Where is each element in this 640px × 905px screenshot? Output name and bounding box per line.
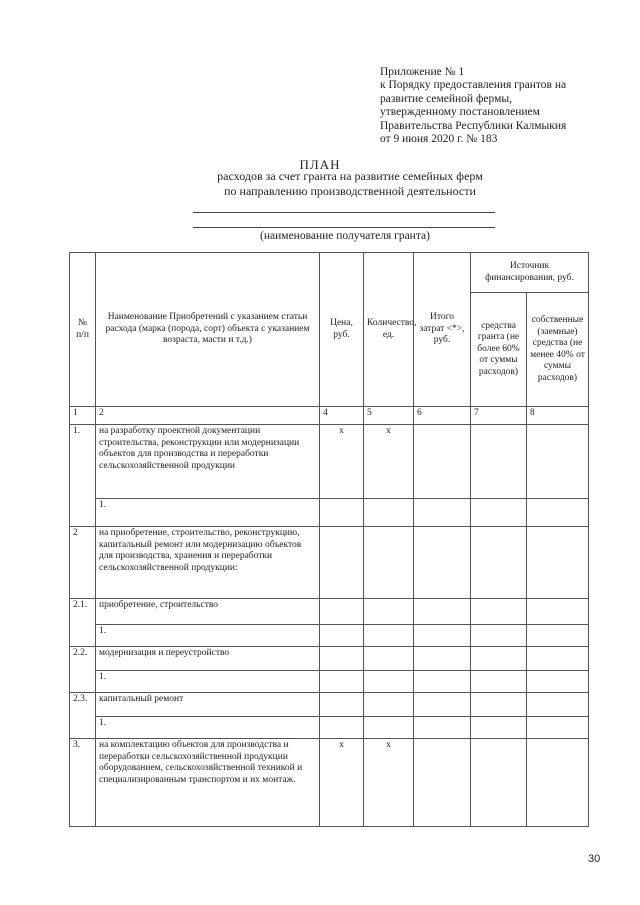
empty-cell — [527, 739, 589, 827]
empty-cell — [320, 671, 364, 693]
row-price: х — [320, 425, 364, 499]
document-title: ПЛАН — [299, 157, 341, 172]
appendix-line: Приложение № 1 — [380, 66, 465, 78]
empty-cell — [471, 625, 527, 647]
header-sources: Источник финансирования, руб. — [471, 253, 589, 293]
page-number: 30 — [588, 853, 601, 865]
recipient-line-1 — [193, 212, 495, 213]
row-text: на комплектацию объектов для производства и переработки сельскохозяйственной продукции оборудованием, сельскохозяйственной техникой и специализированным транспортом и их монтаж. — [96, 739, 320, 827]
row-num: 2 — [70, 527, 96, 599]
empty-cell — [364, 527, 414, 599]
empty-cell — [364, 599, 414, 625]
table-row — [70, 425, 589, 499]
table-subrow — [70, 625, 589, 647]
empty-cell — [320, 499, 364, 527]
empty-cell — [527, 693, 589, 717]
empty-cell — [364, 647, 414, 671]
row-qty: х — [364, 739, 414, 827]
header-grant: средства гранта (не более 60% от суммы расходов) — [471, 293, 527, 407]
document-subtitle — [180, 169, 520, 198]
header-qty: Количество, ед. — [364, 253, 414, 407]
appendix-line: к Порядку предоставления грантов на — [380, 79, 567, 92]
row-text: на приобретение, строительство, реконструкцию, капитальный ремонт или модернизацию объектов для производства, хранения и переработки сельскохозяйственной продукции: — [96, 527, 320, 599]
empty-cell — [414, 527, 471, 599]
table-subrow — [70, 717, 589, 739]
subtitle-line-2: по направлению производственной деятельности — [224, 183, 476, 198]
table-row — [70, 599, 589, 625]
row-text: капитальный ремонт — [96, 693, 320, 717]
empty-cell — [414, 647, 471, 671]
empty-cell — [471, 739, 527, 827]
empty-cell — [364, 625, 414, 647]
column-numbers-row — [70, 407, 589, 425]
table-subrow — [70, 671, 589, 693]
empty-cell — [527, 527, 589, 599]
empty-cell — [527, 717, 589, 739]
header-total: Итого затрат <*>, руб. — [414, 253, 471, 407]
empty-cell — [364, 671, 414, 693]
appendix-line: утвержденному постановлением — [380, 106, 540, 119]
header-price: Цена, руб. — [320, 253, 364, 407]
recipient-caption: (наименование получателя гранта) — [260, 230, 430, 242]
empty-cell — [527, 599, 589, 625]
col-number: 6 — [414, 407, 471, 425]
empty-cell — [320, 625, 364, 647]
row-sub: 1. — [96, 625, 320, 647]
empty-cell — [471, 527, 527, 599]
empty-cell — [527, 647, 589, 671]
col-number: 4 — [320, 407, 364, 425]
empty-cell — [471, 671, 527, 693]
header-row — [70, 253, 589, 293]
empty-cell — [471, 693, 527, 717]
row-text: модернизация и переустройство — [96, 647, 320, 671]
table-row — [70, 739, 589, 827]
row-num: 3. — [70, 739, 96, 827]
empty-cell — [320, 717, 364, 739]
empty-cell — [527, 625, 589, 647]
col-number: 2 — [96, 407, 320, 425]
col-number: 8 — [527, 407, 589, 425]
empty-cell — [471, 647, 527, 671]
empty-cell — [471, 499, 527, 527]
expense-plan-table — [69, 252, 589, 827]
empty-cell — [471, 425, 527, 499]
empty-cell — [414, 739, 471, 827]
header-own: собственные (заемные) средства (не менее 40% от суммы расходов) — [527, 293, 589, 407]
row-price: х — [320, 739, 364, 827]
empty-cell — [320, 527, 364, 599]
recipient-line-2 — [193, 227, 495, 228]
row-num: 1. — [70, 425, 96, 527]
row-num: 2.2. — [70, 647, 96, 693]
appendix-block — [380, 66, 630, 146]
col-number: 7 — [471, 407, 527, 425]
table-row — [70, 647, 589, 671]
empty-cell — [320, 693, 364, 717]
row-sub: 1. — [96, 499, 320, 527]
empty-cell — [527, 499, 589, 527]
empty-cell — [364, 717, 414, 739]
appendix-line: развитие семейной фермы, — [380, 92, 512, 105]
empty-cell — [471, 599, 527, 625]
empty-cell — [527, 671, 589, 693]
table-row — [70, 527, 589, 599]
row-qty: х — [364, 425, 414, 499]
row-text: приобретение, строительство — [96, 599, 320, 625]
col-number: 1 — [70, 407, 96, 425]
empty-cell — [320, 647, 364, 671]
header-num: № п/п — [70, 253, 96, 407]
table-subrow — [70, 499, 589, 527]
row-text: на разработку проектной документации строительства, реконструкции или модернизации объектов для производства и переработки сельскохозяйственной продукции — [96, 425, 320, 499]
subtitle-line-1: расходов за счет гранта на развитие семейных ферм — [217, 169, 483, 183]
empty-cell — [364, 693, 414, 717]
row-sub: 1. — [96, 671, 320, 693]
empty-cell — [414, 671, 471, 693]
header-name: Наименование Приобретений с указанием статьи расхода (марка (порода, сорт) объекта с указанием возраста, масти и т.д.) — [96, 253, 320, 407]
empty-cell — [414, 425, 471, 499]
empty-cell — [414, 625, 471, 647]
empty-cell — [414, 499, 471, 527]
row-num: 2.3. — [70, 693, 96, 739]
empty-cell — [527, 425, 589, 499]
empty-cell — [414, 717, 471, 739]
row-num: 2.1. — [70, 599, 96, 647]
empty-cell — [471, 717, 527, 739]
appendix-line: от 9 июня 2020 г. № 183 — [380, 133, 498, 146]
appendix-line: Правительства Республики Калмыкия — [380, 119, 567, 132]
empty-cell — [364, 499, 414, 527]
col-number: 5 — [364, 407, 414, 425]
empty-cell — [414, 693, 471, 717]
empty-cell — [414, 599, 471, 625]
table-row — [70, 693, 589, 717]
row-sub: 1. — [96, 717, 320, 739]
empty-cell — [320, 599, 364, 625]
